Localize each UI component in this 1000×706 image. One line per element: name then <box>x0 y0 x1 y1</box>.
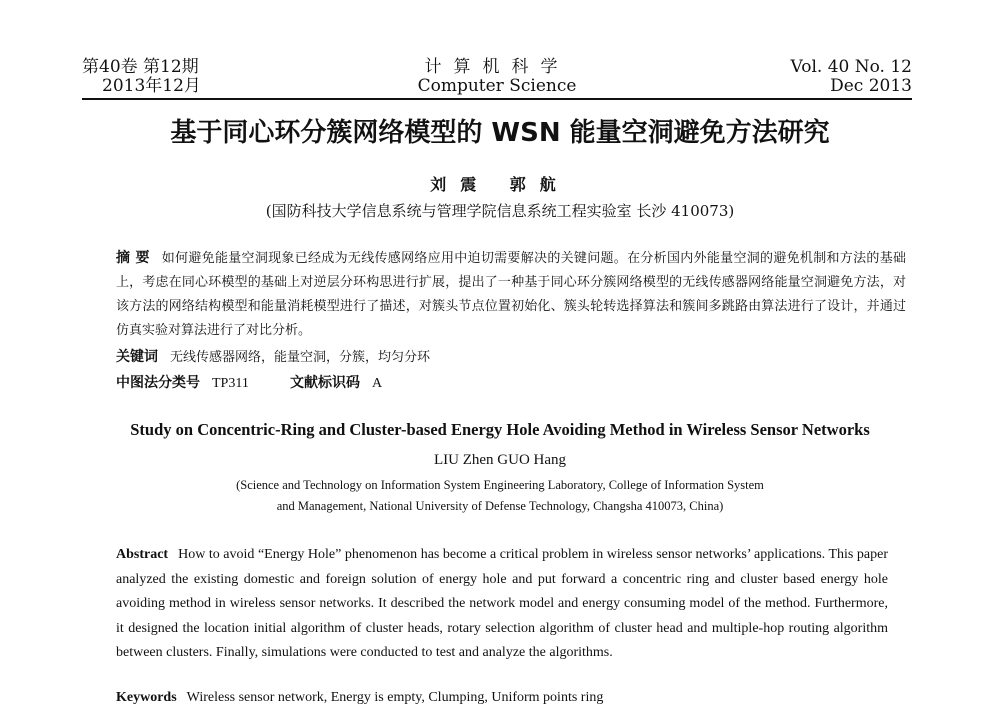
keywords-zh-label: 关键词 <box>116 349 158 365</box>
paper-title-en: Study on Concentric-Ring and Cluster-based Energy Hole Avoiding Method in Wireless Sensor Networks <box>130 420 870 439</box>
keywords-en-text: Wireless sensor network, Energy is empty, Clumping, Uniform points ring <box>186 690 604 705</box>
volume-en: Vol. 40 No. 12 <box>790 57 912 77</box>
abstract-en <box>116 543 888 666</box>
abstract-en-label: Abstract <box>116 547 169 562</box>
keywords-zh <box>116 346 430 366</box>
doc-code-value: A <box>372 376 383 391</box>
abstract-en-text: How to avoid “Energy Hole” phenomenon has become a critical problem in wireless sensor networks’ applications. This paper analyzed the existing domestic and foreign solution of energy hole and put forward a concentric ring and cluster based energy hole avoiding method in wireless sensor networks. It described the network model and energy consuming model of the method. Furthermore, it designed the location initial algorithm of cluster heads, rotary selection algorithm of cluster head and multiple-hop routing algorithm between clusters. Finally, simulations were conducted to test and analyze the algorithms. <box>116 547 888 660</box>
authors-en: LIU Zhen GUO Hang <box>433 452 567 468</box>
date-en: Dec 2013 <box>830 76 912 96</box>
affiliation-zh: (国防科技大学信息系统与管理学院信息系统工程实验室 长沙 410073) <box>265 202 735 220</box>
clc-value: TP311 <box>212 376 249 391</box>
affiliation-en-line1: (Science and Technology on Information System Engineering Laboratory, College of Information System <box>236 478 764 492</box>
keywords-en-label: Keywords <box>116 690 177 705</box>
volume-issue: 第40卷 第12期 <box>82 57 199 77</box>
abstract-zh-text: 如何避免能量空洞现象已经成为无线传感网络应用中迫切需要解决的关键问题。在分析国内外能量空洞的避免机制和方法的基础上，考虑在同心环模型的基础上对逆层分环构思进行扩展，提出了一种基于同心环分簇网络模型的无线传感器网络能量空洞避免方法，对该方法的网络结构模型和能量消耗模型进行了描述，对簇头节点位置初始化、簇头轮转选择算法和簇间多跳路由算法进行了设计，并通过仿真实验对算法进行了对比分析。 <box>116 251 906 338</box>
keywords-en <box>116 690 603 706</box>
abstract-zh-label: 摘 要 <box>116 250 150 266</box>
journal-name-zh: 计算机科学 <box>424 57 570 77</box>
abstract-zh <box>116 246 906 343</box>
year-month: 2013年12月 <box>102 76 201 96</box>
journal-name-en: Computer Science <box>417 76 577 96</box>
keywords-zh-text: 无线传感器网络，能量空洞，分簇，均匀分环 <box>170 350 431 365</box>
header-center <box>82 58 912 96</box>
classification <box>116 372 382 392</box>
header-right <box>791 58 912 96</box>
affiliation-en-line2: and Management, National University of Defense Technology, Changsha 410073, China) <box>276 499 724 513</box>
clc-label: 中图法分类号 <box>116 375 200 391</box>
paper-title-zh: 基于同心环分簇网络模型的 WSN 能量空洞避免方法研究 <box>170 118 830 148</box>
journal-header <box>82 58 912 100</box>
authors-zh: 刘震 郭航 <box>430 175 570 194</box>
doc-code-label: 文献标识码 <box>290 375 360 391</box>
